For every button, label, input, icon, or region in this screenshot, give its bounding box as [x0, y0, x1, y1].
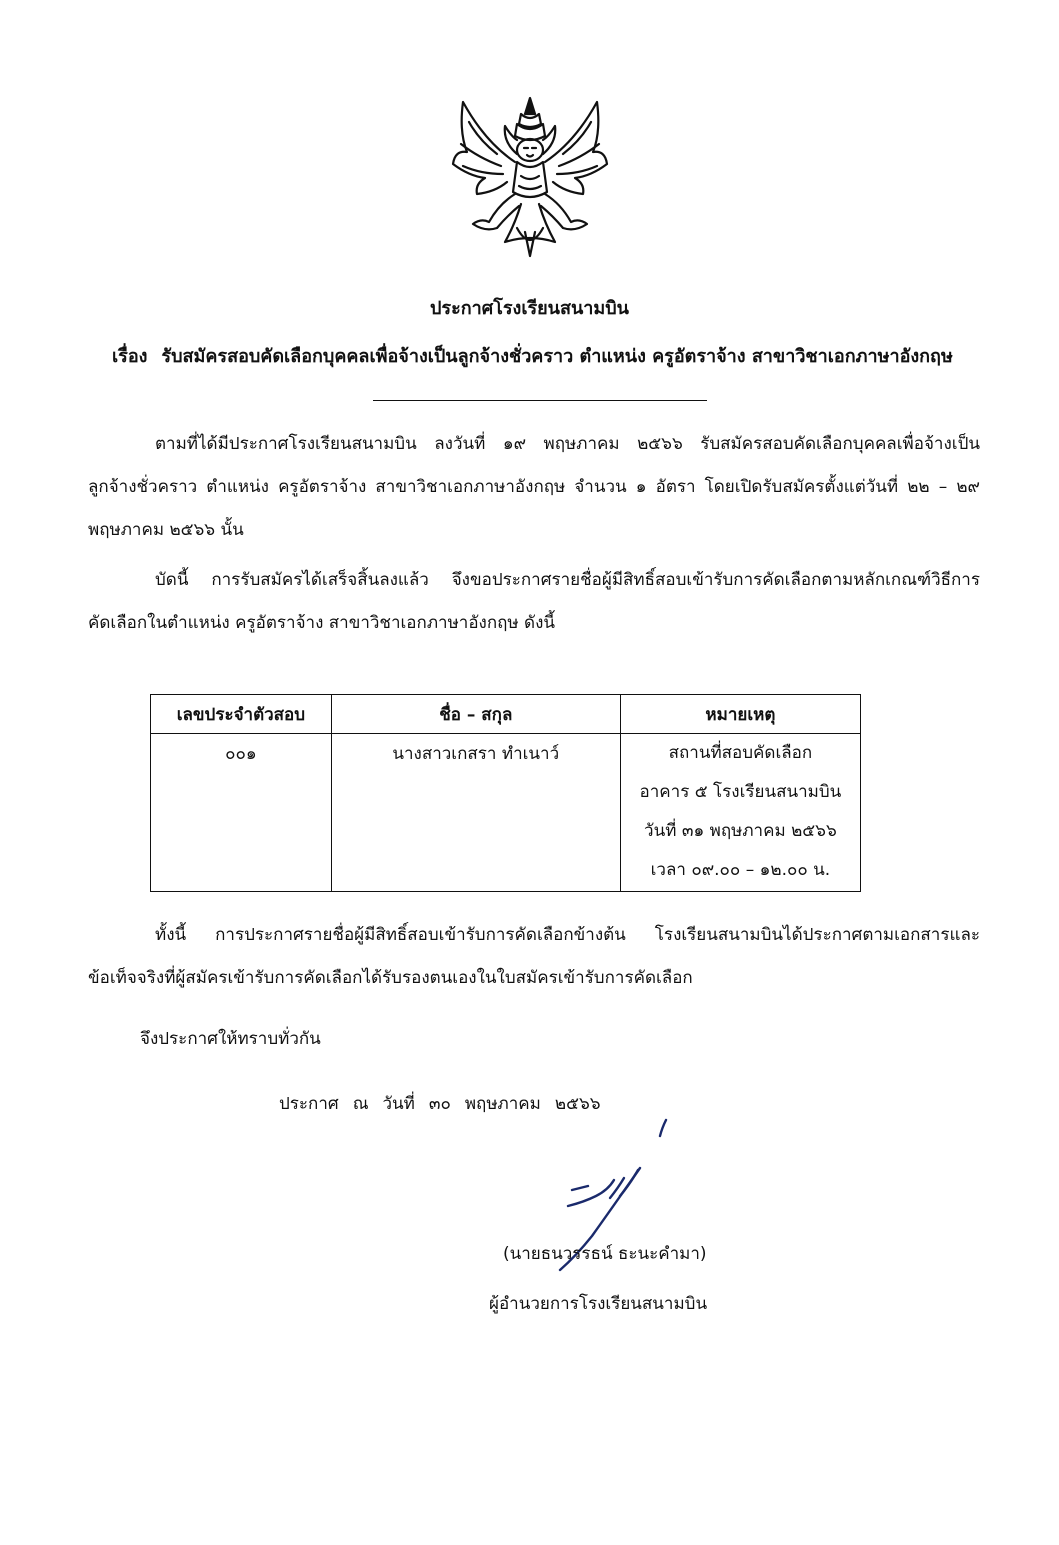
title-divider — [373, 400, 707, 401]
date-day: ๓๐ — [428, 1094, 451, 1114]
announcement-date — [279, 1090, 615, 1117]
candidate-table — [150, 694, 861, 892]
table-header-row — [151, 695, 861, 734]
subject-label: เรื่อง — [112, 346, 148, 367]
column-header-name: ชื่อ – สกุล — [331, 695, 620, 734]
subject-text: รับสมัครสอบคัดเลือกบุคคลเพื่อจ้างเป็นลูกจ้างชั่วคราว ตำแหน่ง ครูอัตราจ้าง สาขาวิชาเอกภาษาอังกฤษ — [161, 346, 953, 367]
paragraph-disclaimer — [88, 914, 980, 1000]
paragraph-reference — [88, 423, 980, 552]
remark-line: อาคาร ๕ โรงเรียนสนามบิน — [639, 782, 842, 802]
paragraph-line: ตามที่ได้มีประกาศโรงเรียนสนามบิน ลงวันที่ ๑๙ พฤษภาคม ๒๕๖๖ รับสมัครสอบคัดเลือกบุคคลเพื่อจ้างเป็น — [155, 434, 980, 454]
paragraph-line: บัดนี้ การรับสมัครได้เสร็จสิ้นลงแล้ว จึงขอประกาศรายชื่อผู้มีสิทธิ์สอบเข้ารับการคัดเลือกตามหลักเกณฑ์วิธีการ — [155, 570, 980, 590]
date-day-label: วันที่ — [382, 1094, 415, 1114]
column-header-exam-id: เลขประจำตัวสอบ — [151, 695, 332, 734]
paragraph-line: ข้อเท็จจริงที่ผู้สมัครเข้ารับการคัดเลือกได้รับรองตนเองในใบสมัครเข้ารับการคัดเลือก — [88, 968, 693, 988]
paragraph-line: ทั้งนี้ การประกาศรายชื่อผู้มีสิทธิ์สอบเข้ารับการคัดเลือกข้างต้น โรงเรียนสนามบินได้ประกาศตามเอกสารและ — [155, 925, 980, 945]
remark-line: วันที่ ๓๑ พฤษภาคม ๒๕๖๖ — [644, 821, 837, 841]
column-header-remarks: หมายเหตุ — [620, 695, 860, 734]
date-label: ประกาศ — [279, 1094, 339, 1114]
paragraph-announcement — [88, 559, 980, 645]
signer-name: (นายธนวรรธน์ ธะนะคำมา) — [503, 1244, 707, 1264]
paragraph-line: คัดเลือกในตำแหน่ง ครูอัตราจ้าง สาขาวิชาเอกภาษาอังกฤษ ดังนี้ — [88, 613, 555, 633]
cell-exam-id: ๐๐๑ — [151, 734, 332, 892]
announcement-title: ประกาศโรงเรียนสนามบิน — [430, 298, 629, 319]
paragraph-line: พฤษภาคม ๒๕๖๖ นั้น — [88, 520, 244, 540]
subject-line — [112, 341, 953, 370]
date-month: พฤษภาคม — [464, 1094, 541, 1114]
signer-position: ผู้อำนวยการโรงเรียนสนามบิน — [489, 1294, 708, 1314]
cell-remarks — [620, 734, 860, 892]
paragraph-line: ลูกจ้างชั่วคราว ตำแหน่ง ครูอัตราจ้าง สาขาวิชาเอกภาษาอังกฤษ จำนวน ๑ อัตรา โดยเปิดรับสมัครตั้งแต่วันที่ ๒๒ – ๒๙ — [88, 477, 980, 497]
date-year: ๒๕๖๖ — [554, 1094, 601, 1114]
remark-line: สถานที่สอบคัดเลือก — [668, 743, 813, 763]
table-row — [151, 734, 861, 892]
closing-statement: จึงประกาศให้ทราบทั่วกัน — [140, 1029, 321, 1049]
cell-name: นางสาวเกสรา ทำเนาว์ — [331, 734, 620, 892]
garuda-emblem-icon — [445, 92, 615, 262]
date-at: ณ — [352, 1094, 369, 1114]
remark-line: เวลา ๐๙.๐๐ – ๑๒.๐๐ น. — [650, 860, 831, 880]
